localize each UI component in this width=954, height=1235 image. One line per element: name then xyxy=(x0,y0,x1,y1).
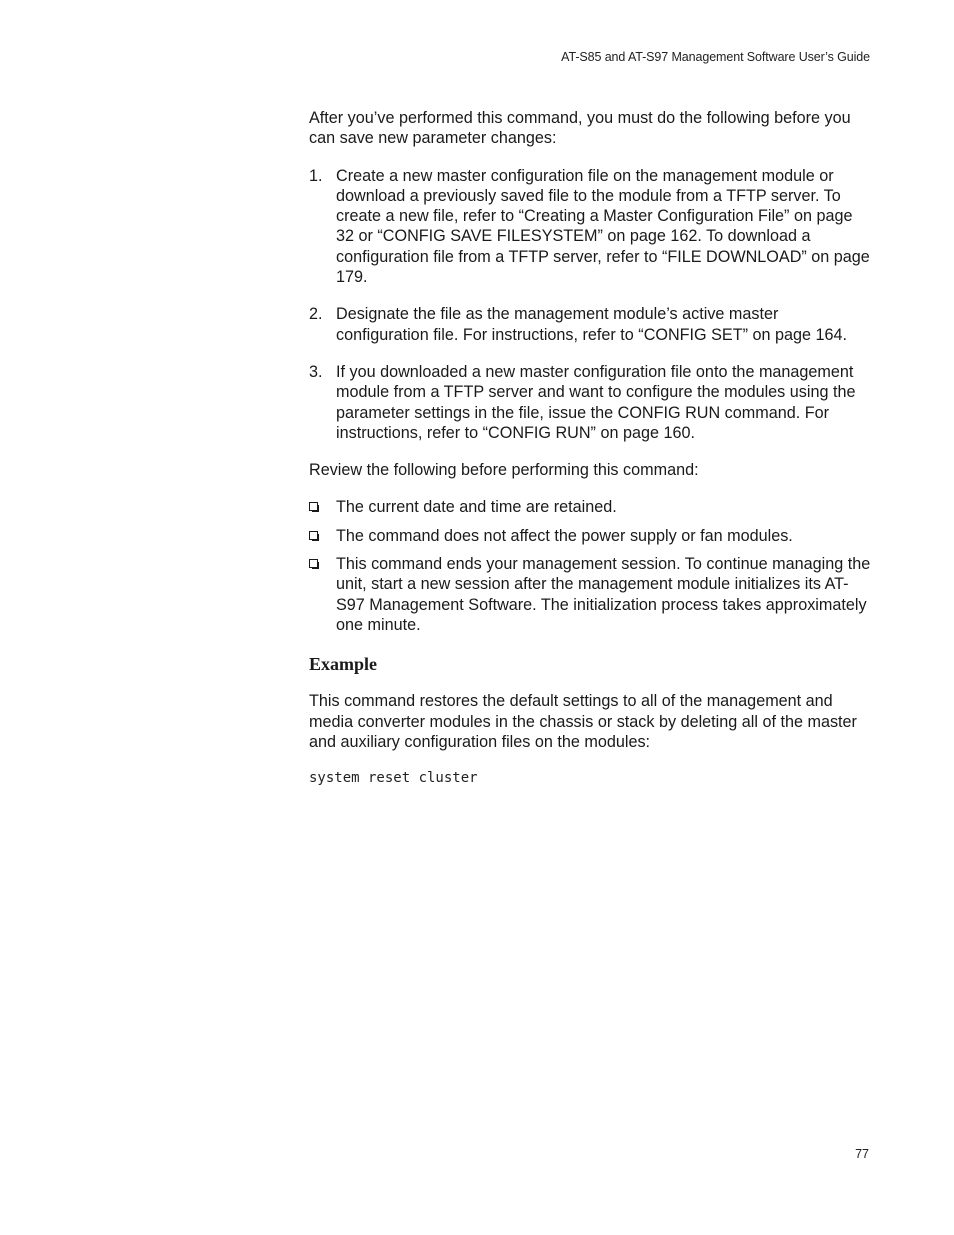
note-item xyxy=(309,526,874,546)
step-number: 3. xyxy=(309,362,323,381)
page-number: 77 xyxy=(855,1147,869,1161)
checkbox-bullet-icon xyxy=(309,531,318,540)
step-text: Designate the file as the management module’s active master configuration file. For instructions, refer to “CONFIG SET” on page 164. xyxy=(336,305,848,344)
step-number: 1. xyxy=(309,166,323,185)
checkbox-bullet-icon xyxy=(309,502,318,511)
page-content xyxy=(309,108,874,787)
step-number: 2. xyxy=(309,305,323,324)
steps-list xyxy=(309,166,874,444)
step-item xyxy=(309,304,874,345)
review-paragraph: Review the following before performing this command: xyxy=(309,461,699,480)
example-heading: Example xyxy=(309,654,378,675)
step-text: If you downloaded a new master configuration file onto the management module from a TFTP server and want to configure the modules using the parameter settings in the file, issue the CONFIG RUN command. For instructions, refer to “CONFIG RUN” on page 160. xyxy=(336,362,856,442)
running-header: AT-S85 and AT-S97 Management Software User’s Guide xyxy=(561,50,870,64)
notes-list xyxy=(309,497,874,635)
note-text: The command does not affect the power supply or fan modules. xyxy=(336,526,793,545)
note-text: The current date and time are retained. xyxy=(336,498,617,517)
note-text: This command ends your management session. To continue managing the unit, start a new session after the management module initializes its AT-S97 Management Software. The initialization process takes approximately one minute. xyxy=(336,555,871,634)
example-code: system reset cluster xyxy=(309,770,478,787)
checkbox-bullet-icon xyxy=(309,559,318,568)
step-text: Create a new master configuration file on the management module or download a previously saved file to the module from a TFTP server. To create a new file, refer to “Creating a Master Configuration File” on page 32 or “CONFIG SAVE FILESYSTEM” on page 162. To download a configuration file from a TFTP server, refer to “FILE DOWNLOAD” on page 179. xyxy=(336,166,870,287)
example-description: This command restores the default settings to all of the management and media converter modules in the chassis or stack by deleting all of the master and auxiliary configuration files on the modules: xyxy=(309,692,857,751)
step-item xyxy=(309,166,874,288)
note-item xyxy=(309,497,874,517)
step-item xyxy=(309,362,874,443)
note-item xyxy=(309,554,874,635)
intro-paragraph: After you’ve performed this command, you must do the following before you can save new parameter changes: xyxy=(309,109,851,148)
